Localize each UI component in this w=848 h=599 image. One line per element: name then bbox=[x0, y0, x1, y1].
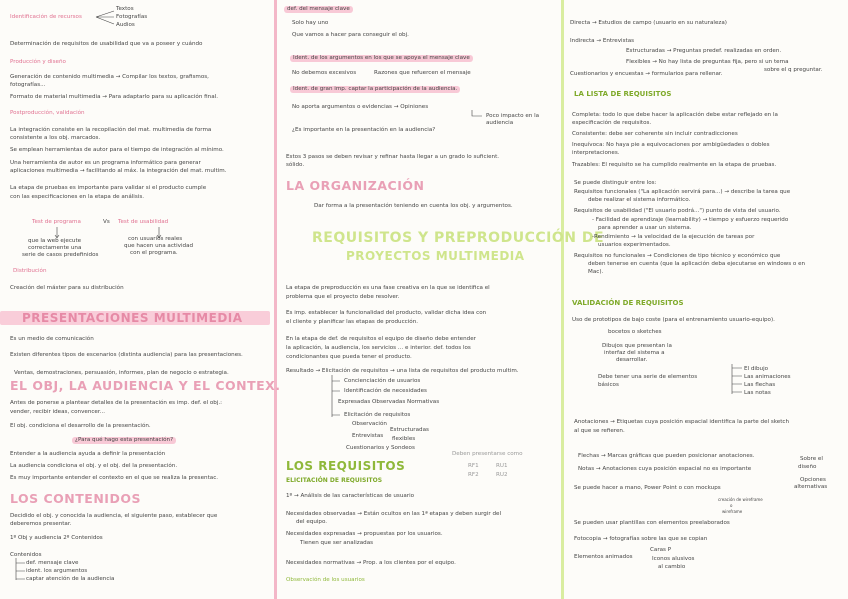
heading-distribution: Distribución bbox=[13, 268, 47, 274]
req-code: RF2 bbox=[468, 472, 479, 478]
heading-postproduction: Postproducción, validación bbox=[10, 110, 85, 116]
text-line: usuarios experimentados. bbox=[598, 242, 671, 248]
text-line: Contenidos bbox=[10, 552, 42, 558]
text-line: Anotaciones → Etiquetas cuya posición espacial identifica la parte del sketch bbox=[574, 419, 790, 425]
bracket-arrows bbox=[728, 362, 744, 398]
text-line: que la web ejecute bbox=[28, 238, 82, 244]
text-line: deberemos presentar. bbox=[10, 521, 72, 527]
text-line: Elementos animados bbox=[574, 554, 633, 560]
text-line: debe realizar el sistema informático. bbox=[588, 197, 691, 203]
text-line: problema que el proyecto debe resolver. bbox=[286, 294, 400, 300]
text-line: Directa → Estudios de campo (usuario en su naturaleza) bbox=[570, 20, 727, 26]
text-line: Elicitación de requisitos bbox=[344, 412, 411, 418]
text-line: del equipo. bbox=[296, 519, 328, 525]
text-line: ¿Es importante en la presentación en la audiencia? bbox=[292, 127, 436, 133]
text-line: el cliente y planificar las etapas de producción. bbox=[286, 319, 419, 325]
text-line: Cuestionarios y Sondeos bbox=[346, 445, 415, 451]
text-line: No debemos excesivos bbox=[292, 70, 357, 76]
text-line: Uso de prototipos de bajo coste (para el entrenamiento usuario-equipo). bbox=[572, 317, 775, 323]
title-requirements: REQUISITOS Y PREPRODUCCIÓN DE bbox=[312, 230, 605, 246]
text-line: Necesidades observadas → Están ocultos en las 1ª etapas y deben surgir del bbox=[286, 511, 502, 517]
text-line: No aporta argumentos o evidencias → Opiniones bbox=[292, 104, 429, 110]
text-line: 1º → Análisis de las características de usuario bbox=[286, 493, 415, 499]
text-line: def. mensaje clave bbox=[26, 560, 79, 566]
text-line: Caras P bbox=[650, 547, 672, 553]
text-line: Necesidades expresadas → propuestas por los usuarios. bbox=[286, 531, 443, 537]
text-line: flexibles bbox=[392, 436, 416, 442]
text-line: consistente a los obj. marcados. bbox=[10, 135, 101, 141]
text-line: al que se refieren. bbox=[574, 428, 625, 434]
branch-text: Fotografías bbox=[116, 14, 148, 20]
text-line: Observación bbox=[352, 421, 387, 427]
text-line: La integración consiste en la recopilación del mat. multimedia de forma bbox=[10, 127, 212, 133]
heading-elicitation: ELICITACIÓN DE REQUISITOS bbox=[286, 477, 383, 484]
text-line: serie de casos predefinidos bbox=[22, 252, 99, 258]
text-line: vender, recibir ideas, convencer... bbox=[10, 409, 105, 415]
text-line: con usuarios reales bbox=[128, 236, 183, 242]
heading-production: Producción y diseño bbox=[10, 59, 66, 65]
text-line: la aplicación, la audiencia, los servicios ... e interior. def. todos los bbox=[286, 345, 471, 351]
text-line: Resultado → Elicitación de requisitos → una lista de requisitos del producto multim. bbox=[286, 368, 519, 374]
small-note: wireframe bbox=[722, 509, 743, 514]
text-line: Flexibles → No hay lista de preguntas fija, pero si un tema bbox=[626, 59, 789, 65]
text-line: Necesidades normativas → Prop. a los clientes por el equipo. bbox=[286, 560, 456, 566]
bullet-line: Ventas, demostraciones, persuasión, informes, plan de negocio o estrategia. bbox=[14, 370, 229, 376]
bullet-line: Es un medio de comunicación bbox=[10, 336, 94, 342]
text-line: aplicaciones multimedia → facilitando al máx. la integración del mat. multim. bbox=[10, 168, 227, 174]
text-line: deben tenerse en cuenta (que la aplicación deba ejecutarse en windows o en bbox=[588, 261, 806, 267]
text-line: Estructuradas → Preguntas predef. realizadas en orden. bbox=[626, 48, 782, 54]
text-line: bocetos o sketches bbox=[608, 329, 662, 335]
notes-column-1 bbox=[0, 0, 281, 599]
text-line: con las especificaciones en la etapa de análisis. bbox=[10, 194, 145, 200]
text-line: diseño bbox=[798, 464, 817, 470]
text-line: Entrevistas bbox=[352, 433, 384, 439]
text-line: fotografías... bbox=[10, 82, 46, 88]
text-line: Una herramienta de autor es un programa informático para generar bbox=[10, 160, 201, 166]
text-line: ident. los argumentos bbox=[26, 568, 88, 574]
text-line: Generación de contenido multimedia → Compilar los textos, grafismos, bbox=[10, 74, 209, 80]
heading-arguments: Ident. de los argumentos en los que se apoya el mensaje clave bbox=[290, 55, 473, 62]
text-line: Creación del máster para su distribución bbox=[10, 285, 124, 291]
text-line: Sobre el bbox=[800, 456, 823, 462]
notes-column-3 bbox=[568, 0, 848, 599]
text-line: sobre el q preguntar. bbox=[764, 67, 823, 73]
branch-arrows bbox=[96, 9, 116, 25]
text-line: Formato de material multimedia → Para adaptarlo para su aplicación final. bbox=[10, 94, 218, 100]
text-line: Flechas → Marcas gráficas que pueden posicionar anotaciones. bbox=[578, 453, 755, 459]
text-line: básicos bbox=[598, 382, 619, 388]
text-line: Deben presentarse como bbox=[452, 451, 523, 457]
label-program-test: Test de programa bbox=[32, 219, 81, 225]
text-line: Requisitos funcionales ("La aplicación servirá para...) → describe la tarea que bbox=[574, 189, 791, 195]
branch-text: Audios bbox=[116, 22, 135, 28]
text-line: Decidido el obj. y conocida la audiencia, el siguiente paso, establecer que bbox=[10, 513, 218, 519]
text-line: audiencia bbox=[486, 120, 514, 126]
text-line: Se puede distinguir entre los: bbox=[574, 180, 657, 186]
text-line: al cambio bbox=[658, 564, 686, 570]
text-line: interfaz del sistema a bbox=[604, 350, 665, 356]
title-contents: LOS CONTENIDOS bbox=[10, 491, 141, 506]
text-line: Requisitos no funcionales → Condiciones de tipo técnico y económico que bbox=[574, 253, 781, 259]
text-line: Las flechas bbox=[744, 382, 776, 388]
bullet-line: Solo hay uno bbox=[292, 20, 329, 26]
small-note: o bbox=[730, 503, 733, 508]
text-line: con el programa. bbox=[130, 250, 178, 256]
text-line: La etapa de preproducción es una fase creativa en la que se identifica el bbox=[286, 285, 490, 291]
text-line: Dar forma a la presentación teniendo en cuenta los obj. y argumentos. bbox=[314, 203, 513, 209]
title-requirements-list: LA LISTA DE REQUISITOS bbox=[574, 90, 672, 98]
text-line: Se puede hacer a mano, Power Point o con mockups bbox=[574, 485, 721, 491]
text-line: Fotocopia → fotografías sobre las que se copian bbox=[574, 536, 708, 542]
text-line: interpretaciones. bbox=[572, 150, 620, 156]
question-highlight: ¿Para qué hago esta presentación? bbox=[72, 437, 176, 444]
text-line: Concienciación de usuarios bbox=[344, 378, 421, 384]
text-line: En la etapa de def. de requisitos el equipo de diseño debe entender bbox=[286, 336, 476, 342]
text-line: Cuestionarios y encuestas → formularios para rellenar. bbox=[570, 71, 723, 77]
text-line: Estos 3 pasos se deben revisar y refinar hasta llegar a un grado lo suficient. bbox=[286, 154, 500, 160]
down-arrow bbox=[470, 110, 486, 120]
title-objective: EL OBJ, LA AUDIENCIA Y EL CONTEX. bbox=[10, 378, 281, 393]
heading-resources: Identificación de recursos bbox=[10, 14, 82, 20]
text-line: 1º Obj y audiencia 2º Contenidos bbox=[10, 535, 103, 541]
text-line: desarrollar. bbox=[616, 357, 648, 363]
column-divider-pink bbox=[274, 0, 277, 599]
text-line: -Rendimiento → la velocidad de la ejecución de tareas por bbox=[592, 234, 755, 240]
text-line: sólido. bbox=[286, 162, 305, 168]
text-line: La audiencia condiciona el obj. y el obj. del la presentación. bbox=[10, 463, 178, 469]
text-line: Opciones bbox=[800, 477, 826, 483]
text-line: Entender a la audiencia ayuda a definir la presentación bbox=[10, 451, 166, 457]
bullet-line: Existen diferentes tipos de escenarios (distinta audiencia) para las presentaciones. bbox=[10, 352, 243, 358]
text-line: para aprender a usar un sistema. bbox=[598, 225, 692, 231]
text-line: Inequívoca: No haya pie a equivocaciones por ambigüedades o dobles bbox=[572, 142, 770, 148]
text-line: correctamente una bbox=[28, 245, 82, 251]
text-line: alternativas bbox=[794, 484, 828, 490]
text-line: - Facilidad de aprendizaje (learnability) → tiempo y esfuerzo requerido bbox=[592, 217, 789, 223]
column-divider-green bbox=[561, 0, 564, 599]
text-line: Razones que refuercen el mensaje bbox=[374, 70, 471, 76]
text-line: Las notas bbox=[744, 390, 771, 396]
req-code: RF1 bbox=[468, 463, 479, 469]
req-code: RU1 bbox=[496, 463, 508, 469]
text-line: Dibujos que presentan la bbox=[602, 343, 672, 349]
heading-key-message: def. del mensaje clave bbox=[284, 6, 353, 13]
title-multimedia-projects: PROYECTOS MULTIMEDIA bbox=[346, 249, 525, 263]
text-line: condicionantes que pueda tener el producto. bbox=[286, 354, 412, 360]
text-line: captar atención de la audiencia bbox=[26, 576, 115, 582]
req-code: RU2 bbox=[496, 472, 508, 478]
text-line: Requisitos de usabilidad ("El usuario podrá...") punto de vista del usuario. bbox=[574, 208, 781, 214]
text-line: Mac). bbox=[588, 269, 604, 275]
text-line: Es imp. establecer la funcionalidad del producto, validar dicha idea con bbox=[286, 310, 487, 316]
small-note: creación de wireframe bbox=[718, 497, 763, 502]
text-line: Expresadas Observadas Normativas bbox=[338, 399, 440, 405]
label-vs: Vs bbox=[103, 219, 110, 225]
text-line: Se pueden usar plantillas con elementos preelaborados bbox=[574, 520, 730, 526]
text-line: Las animaciones bbox=[744, 374, 791, 380]
title-organization: LA ORGANIZACIÓN bbox=[286, 178, 425, 193]
text-line: Tienen que ser analizadas bbox=[300, 540, 374, 546]
text-line: Antes de ponerse a plantear detalles de la presentación es imp. def. el obj.: bbox=[10, 400, 223, 406]
text-line: Iconos alusivos bbox=[652, 556, 695, 562]
text-line: Debe tener una serie de elementos bbox=[598, 374, 698, 380]
title-the-requirements: LOS REQUISITOS bbox=[286, 459, 406, 473]
bullet-line: Que vamos a hacer para conseguir el obj. bbox=[292, 32, 409, 38]
text-line: Identificación de necesidades bbox=[344, 388, 427, 394]
text-line: Consistente: debe ser coherente sin incluir contradicciones bbox=[572, 131, 738, 137]
heading-user-observation: Observación de los usuarios bbox=[286, 577, 365, 583]
text-line: especificación de requisitos. bbox=[572, 120, 652, 126]
branch-text: Textos bbox=[116, 6, 134, 12]
text-line: Trazables: El requisito se ha cumplido realmente en la etapa de pruebas. bbox=[572, 162, 777, 168]
text-line: Completa: todo lo que debe hacer la aplicación debe estar reflejado en la bbox=[572, 112, 778, 118]
text-line: Notas → Anotaciones cuya posición espacial no es importante bbox=[578, 466, 752, 472]
text-line: Poco impacto en la bbox=[486, 113, 540, 119]
text-line: Es muy importante entender el contexto en el que se realiza la presentac. bbox=[10, 475, 219, 481]
text-line: Estructuradas bbox=[390, 427, 429, 433]
title-validation: VALIDACIÓN DE REQUISITOS bbox=[572, 299, 684, 307]
text-line: La etapa de pruebas es importante para validar si el producto cumple bbox=[10, 185, 207, 191]
text-line: que hacen una actividad bbox=[124, 243, 194, 249]
label-usability-test: Test de usabilidad bbox=[118, 219, 169, 225]
text-line: Determinación de requisitos de usabilidad que va a poseer y cuándo bbox=[10, 41, 203, 47]
heading-participation: Ident. de gran imp. captar la participación de la audiencia. bbox=[290, 86, 460, 93]
text-line: El dibujo bbox=[744, 366, 769, 372]
text-line: Se emplean herramientas de autor para el tiempo de integración al mínimo. bbox=[10, 147, 224, 153]
text-line: El obj. condiciona el desarrollo de la presentación. bbox=[10, 423, 151, 429]
title-presentations: PRESENTACIONES MULTIMEDIA bbox=[22, 311, 243, 325]
text-line: Indirecta → Entrevistas bbox=[570, 38, 635, 44]
